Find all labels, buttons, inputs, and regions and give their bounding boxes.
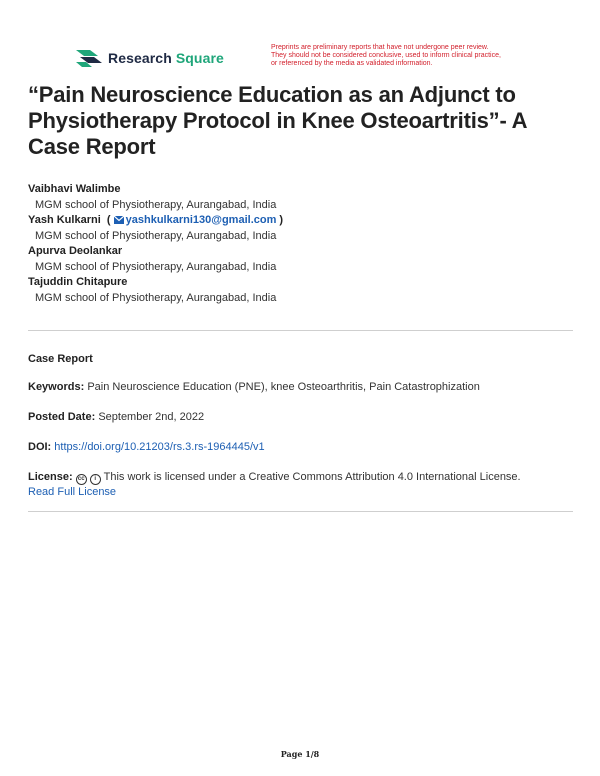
posted-date-label: Posted Date: <box>28 411 96 423</box>
license-text: This work is licensed under a Creative Commons Attribution 4.0 International License. <box>103 471 521 483</box>
divider <box>28 330 573 331</box>
disclaimer-line: or referenced by the media as validated information. <box>271 60 433 67</box>
author-affiliation: MGM school of Physiotherapy, Aurangabad, India <box>35 292 277 304</box>
preprint-disclaimer <box>271 44 571 68</box>
author-affiliation: MGM school of Physiotherapy, Aurangabad, India <box>35 230 277 242</box>
author-email-link[interactable]: yashkulkarni130@gmail.com <box>125 214 277 226</box>
research-square-logo-icon <box>76 48 102 68</box>
posted-date-value: September 2nd, 2022 <box>98 411 205 423</box>
page-number: Page 1/8 <box>280 749 320 759</box>
read-full-license-link[interactable]: Read Full License <box>28 486 117 498</box>
author-affiliation: MGM school of Physiotherapy, Aurangabad, India <box>35 261 277 273</box>
author-name: Yash Kulkarni <box>28 214 101 226</box>
keywords-label: Keywords: <box>28 381 85 393</box>
doi-label: DOI: <box>28 441 52 453</box>
license-label: License: <box>28 471 73 483</box>
keywords <box>28 380 573 395</box>
header <box>76 44 560 78</box>
attribution-icon: i <box>90 474 101 485</box>
mail-icon <box>114 216 124 224</box>
license <box>28 470 573 500</box>
divider <box>28 511 573 512</box>
author-name-with-email: Yash Kulkarni ( yashkulkarni130@gmail.com ) <box>28 214 284 226</box>
research-square-logo[interactable] <box>76 48 224 68</box>
doi <box>28 440 573 455</box>
doi-link[interactable]: https://doi.org/10.21203/rs.3.rs-1964445/v1 <box>54 441 265 453</box>
article-type <box>28 352 573 367</box>
paper-title: “Pain Neuroscience Education as an Adjunct to Physiotherapy Protocol in Knee Osteoartritis”- A Case Report <box>28 82 527 159</box>
disclaimer-line: They should not be considered conclusive, used to inform clinical practice, <box>271 52 501 59</box>
brand-name-part2: Square <box>175 50 224 66</box>
brand-name-part1: Research <box>108 50 172 66</box>
author-name: Apurva Deolankar <box>28 245 123 257</box>
posted-date <box>28 410 573 425</box>
brand-name <box>108 50 224 66</box>
keywords-value: Pain Neuroscience Education (PNE), knee Osteoarthritis, Pain Catastrophization <box>87 381 480 393</box>
author-name: Vaibhavi Walimbe <box>28 183 121 195</box>
author-list <box>28 182 573 306</box>
author-affiliation: MGM school of Physiotherapy, Aurangabad, India <box>35 199 277 211</box>
disclaimer-line: Preprints are preliminary reports that have not undergone peer review. <box>271 44 489 51</box>
article-type-value: Case Report <box>28 353 93 365</box>
author-name: Tajuddin Chitapure <box>28 276 128 288</box>
cc-icon: cc <box>76 474 87 485</box>
